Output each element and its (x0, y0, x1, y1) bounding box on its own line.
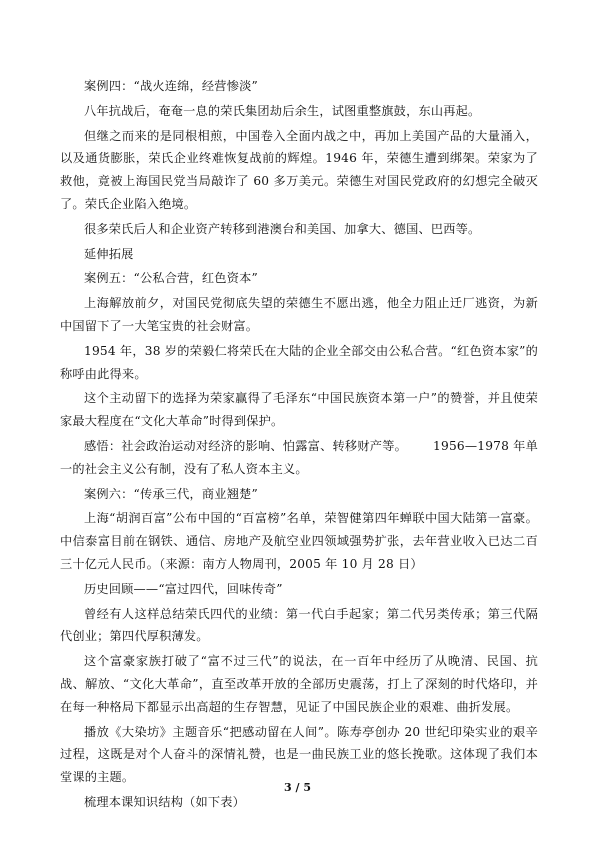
paragraph: 播放《大染坊》主题音乐“把感动留在人间”。陈寿亭创办 20 世纪印染实业的艰辛过程，这既是对个人奋斗的深情礼赞，也是一曲民族工业的悠长挽歌。这体现了我们本堂课的主题。 (60, 724, 538, 785)
section-heading-extension: 延伸拓展 (84, 246, 134, 261)
case-five-heading: 案例五：“公私合营，红色资本” (84, 271, 258, 286)
paragraph: 曾经有人这样总结荣氏四代的业绩：第一代白手起家；第二代另类传承；第三代隔代创业；第四代厚积薄发。 (60, 606, 538, 644)
feeling-text-a: 感悟：社会政治运动对经济的影响、怕露富、转移财产等。 (84, 438, 408, 453)
history-review-heading: 历史回顾——“富过四代，回味传奇” (84, 581, 283, 596)
page-body (60, 75, 538, 816)
paragraph: 上海解放前夕，对国民党彻底失望的荣德生不愿出逃，他全力阻止迁厂逃资，为新中国留下了一大笔宝贵的社会财富。 (60, 296, 538, 333)
paragraph: 但继之而来的是同根相煎，中国卷入全面内战之中，再加上美国产品的大量涌入，以及通货膨胀，荣氏企业终难恢复战前的辉煌。1946 年，荣德生遭到绑架。荣家为了救他，竟被上海国民党当局敲诈了 60 多万美元。荣德生对国民党政府的幻想完全破灭了。荣氏企业陷入绝境。 (60, 128, 538, 211)
case-four-heading: 案例四：“战火连绵，经营惨淡” (84, 79, 258, 93)
paragraph: 这个富豪家族打破了“富不过三代”的说法，在一百年中经历了从晚清、民国、抗战、解放、“文化大革命”，直至改革开放的全部历史震荡，打上了深刻的时代烙印，并在每一种格局下都显示出高超的生存智慧，见证了中国民族企业的艰难、曲折发展。 (60, 654, 538, 714)
paragraph: 这个主动留下的选择为荣家赢得了毛泽东“中国民族资本第一户”的赞誉，并且使荣家最大程度在“文化大革命”时得到保护。 (60, 391, 538, 429)
page-number: 3 / 5 (284, 781, 311, 794)
feeling-text-b: 1956—1978 年单一的社会主义公有制，没有了私人资本主义。 (60, 438, 538, 476)
case-six-heading: 案例六：“传承三代，商业翘楚” (84, 486, 258, 501)
paragraph: 很多荣氏后人和企业资产转移到港澳台和美国、加拿大、德国、巴西等。 (84, 221, 481, 236)
paragraph: 上海“胡润百富”公布中国的“百富榜”名单，荣智健第四年蝉联中国大陆第一富豪。中信泰富目前在钢铁、通信、房地产及航空业四领域强势扩张，去年营业收入已达二百三十亿元人民币。（来源：南方人物周刊，2005 年 10 月 28 日） (60, 511, 538, 571)
feeling-paragraph (60, 435, 538, 481)
paragraph: 八年抗战后，奄奄一息的荣氏集团劫后余生，试图重整旗鼓，东山再起。 (84, 103, 481, 118)
paragraph: 梳理本课知识结构（如下表） (84, 794, 246, 809)
paragraph: 1954 年，38 岁的荣毅仁将荣氏在大陆的企业全部交由公私合营。“红色资本家”的称呼由此得来。 (60, 343, 538, 381)
